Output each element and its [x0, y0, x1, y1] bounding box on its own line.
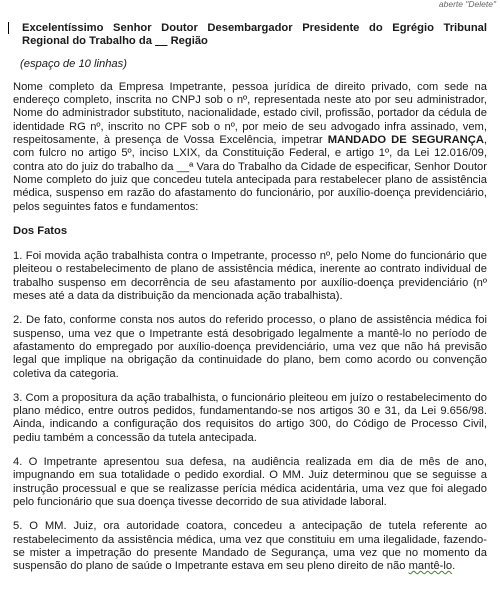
title-blank: __ — [155, 35, 168, 48]
spellcheck-flagged-word[interactable]: mantê-lo — [408, 560, 453, 573]
space-note: (espaço de 10 linhas) — [20, 57, 127, 70]
document-title — [22, 22, 487, 49]
intro-text-2: , com fulcro no artigo 5º, inciso LXIX, da Constituição Federal, e artigo 1º, da Lei 12.016/09, contra ato do juiz do trabalho da __ª Vara do Trabalho da Cidade de especificar, Senhor Doutor Nome completo do juiz que concedeu tutela antecipada para restabelecer plano de assistência médica, suspenso em razão do afastamento do funcionário, por auxílio-doença previdenciário, pelos seguintes fatos e fundamentos: — [13, 134, 488, 213]
intro-paragraph — [13, 81, 487, 214]
delete-hint: aberte "Delete" — [438, 0, 496, 9]
intro-text-1: Nome completo da Empresa Impetrante, pessoa jurídica de direito privado, com sede na endereço completo, inscrita no CNPJ sob o nº, representada neste ato por seu administrador, Nome do administrador substituto, nacionalidade, estado civil, profissão, portador da cédula de identidade RG nº, inscrito no CPF sob o nº, por meio de seu advogado infra assinado, vem, respeitosamente, à presença de Vossa Excelência, impetrar — [13, 80, 487, 147]
paragraph-1: 1. Foi movida ação trabalhista contra o Impetrante, processo nº, pelo Nome do funcionário que pleiteou o restabelecimento de plano de assistência médica, inerente ao contrato individual de trabalho suspenso em decorrência de seu afastamento por auxílio-doença previdenciário (nº meses até a data da distribuição da mencionada ação trabalhista). — [13, 250, 487, 303]
title-text: Excelentíssimo Senhor Doutor Desembargador Presidente do Egrégio Tribunal Regional do Trabalho da — [22, 22, 487, 48]
paragraph-5-text: 5. O MM. Juiz, ora autoridade coatora, concedeu a antecipação de tutela referente ao restabelecimento da assistência médica, uma vez que constituiu em uma ilegalidade, fazendo-se mister a impetração do presente Mandado de Segurança, uma vez que no momento da suspensão do plano de saúde o Impetrante estava em seu pleno direito de não — [13, 520, 487, 573]
text-cursor — [8, 22, 9, 34]
document-body[interactable] — [13, 22, 487, 584]
title-end: Região — [167, 35, 208, 48]
paragraph-2: 2. De fato, conforme consta nos autos do referido processo, o plano de assistência médica foi suspenso, uma vez que o Impetrante está desobrigado legalmente a mantê-lo no período de afastamento do empregado por auxílio-doença previdenciário, uma vez que não há previsão legal que implique na obrigação da continuidade do plano, bem como acordo ou convenção coletiva da categoria. — [13, 314, 487, 380]
paragraph-4: 4. O Impetrante apresentou sua defesa, na audiência realizada em dia de mês de ano, impugnando em sua totalidade o pedido exordial. O MM. Juiz determinou que se seguisse a instrução processual e que se realizasse perícia médica acidentária, uma vez que foi alegado pelo funcionário que sua doença tivesse decorrido de sua atividade laboral. — [13, 456, 487, 508]
intro-bold: MANDADO DE SEGURANÇA — [327, 134, 484, 147]
section-title: Dos Fatos — [13, 224, 68, 237]
paragraph-3: 3. Com a propositura da ação trabalhista, o funcionário pleiteou em juízo o restabelecimento do plano médico, entre outros pedidos, fundamentando-se nos artigos 30 e 31, da Lei 9.656/98. Ainda, indicando a configuração dos requisitos do artigo 300, do Código de Processo Civil, pediu também a concessão da tutela antecipada. — [13, 391, 487, 444]
paragraph-5-end: . — [452, 560, 456, 573]
paragraph-5 — [13, 520, 487, 573]
